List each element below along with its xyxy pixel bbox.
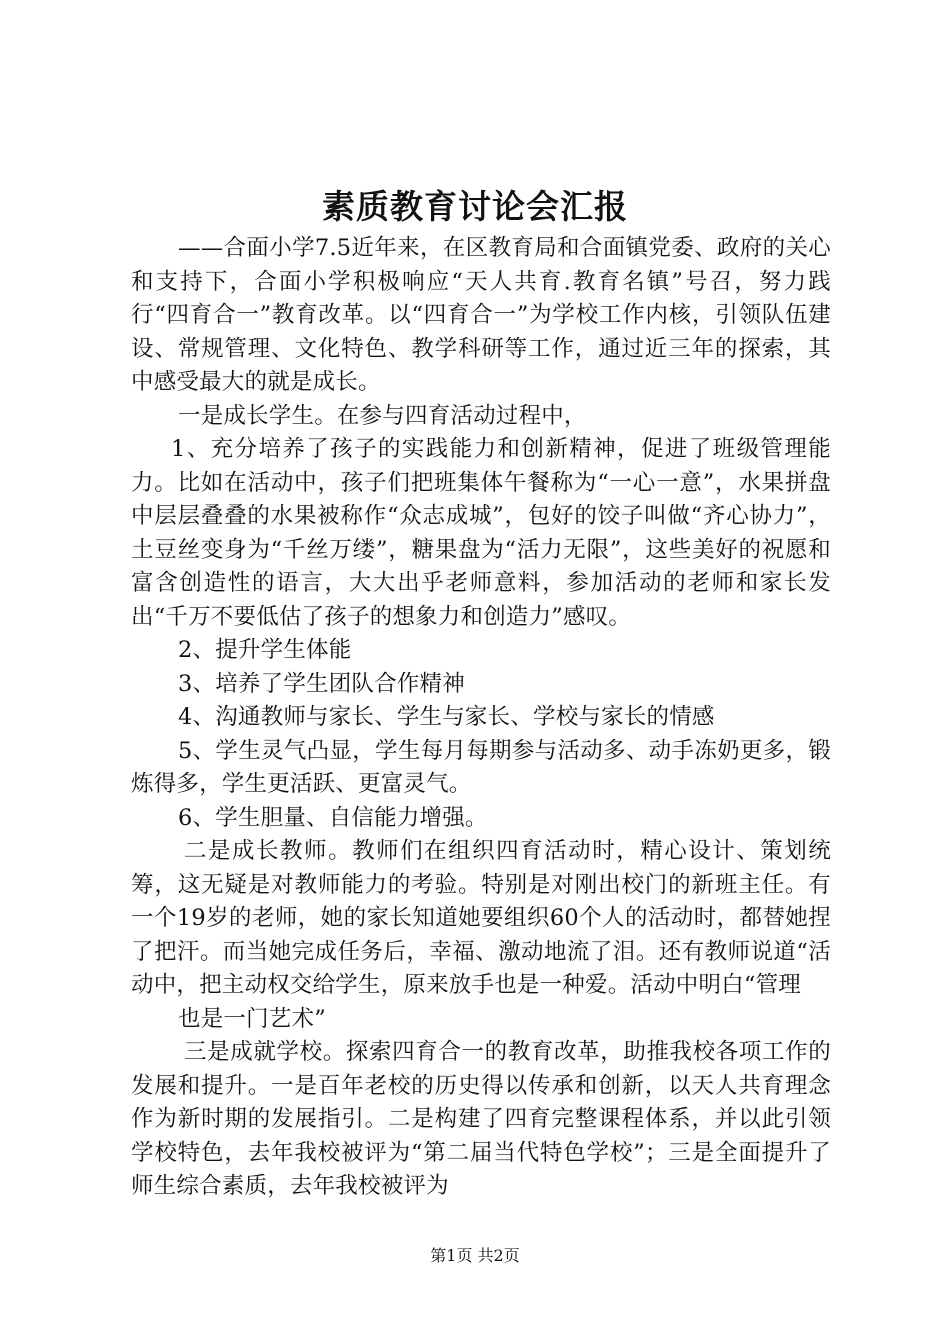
page-number-footer: 第1页 共2页 xyxy=(430,1246,520,1265)
paragraph-students-heading: 一是成长学生。在参与四育活动过程中， xyxy=(178,402,587,429)
paragraph-item-1: 1、充分培养了孩子的实践能力和创新精神，促进了班级管理能力。比如在活动中，孩子们把班集体午餐称为“一心一意”，水果拼盘中层层叠叠的水果被称作“众志成城”，包好的饺子叫做“齐心协力”，土豆丝变身为“千丝万缕”，糖果盘为“活力无限”，这些美好的祝愿和富含创造性的语言，大大出乎老师意料，参加活动的老师和家长发出“千万不要低估了孩子的想象力和创造力”感叹。 xyxy=(131,436,831,630)
paragraph-item-4: 4、沟通教师与家长、学生与家长、学校与家长的情感 xyxy=(178,704,715,730)
paragraph-item-6: 6、学生胆量、自信能力增强。 xyxy=(178,804,488,831)
paragraph-teachers-continued: 也是一门艺术” xyxy=(178,1005,326,1032)
paragraph-intro: ——合面小学7.5近年来，在区教育局和合面镇党委、政府的关心和支持下，合面小学积极响应“天人共育.教育名镇”号召，努力践行“四育合一”教育改革。以“四育合一”为学校工作内核，引领队伍建设、常规管理、文化特色、教学科研等工作，通过近三年的探索，其中感受最大的就是成长。 xyxy=(131,235,831,395)
document-body xyxy=(131,232,831,1204)
paragraph-item-5: 5、学生灵气凸显，学生每月每期参与活动多、动手冻奶更多，锻炼得多，学生更活跃、更富灵气。 xyxy=(131,737,831,797)
paragraph-teachers: 二是成长教师。教师们在组织四育活动时，精心设计、策划统筹，这无疑是对教师能力的考验。特别是对刚出校门的新班主任。有一个19岁的老师，她的家长知道她要组织60个人的活动时，都替她捏了把汗。而当她完成任务后，幸福、激动地流了泪。还有教师说道“活动中，把主动权交给学生，原来放手也是一种爱。活动中明白“管理 xyxy=(131,838,831,998)
document-title: 素质教育讨论会汇报 xyxy=(322,187,628,226)
paragraph-school: 三是成就学校。探索四育合一的教育改革，助推我校各项工作的发展和提升。一是百年老校的历史得以传承和创新，以天人共育理念作为新时期的发展指引。二是构建了四育完整课程体系，并以此引领学校特色，去年我校被评为“第二届当代特色学校”；三是全面提升了师生综合素质，去年我校被评为 xyxy=(131,1039,831,1199)
paragraph-item-2: 2、提升学生体能 xyxy=(178,637,352,663)
paragraph-item-3: 3、培养了学生团队合作精神 xyxy=(178,670,465,697)
